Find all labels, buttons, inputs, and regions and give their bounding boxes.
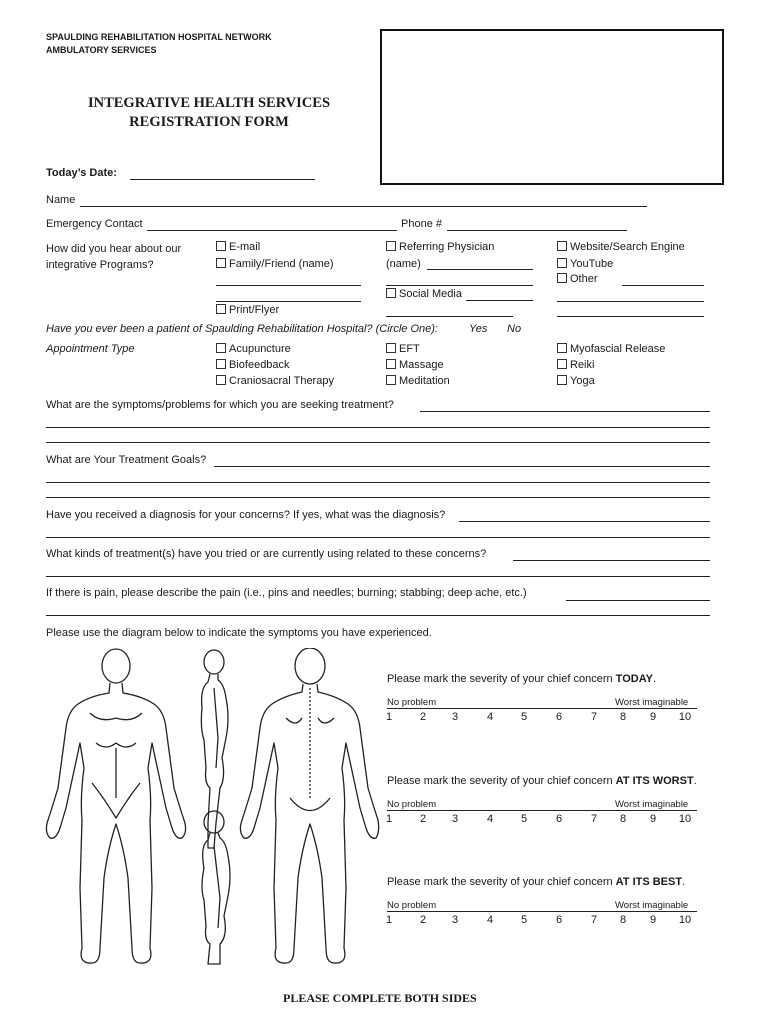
title-line-2: REGISTRATION FORM [129, 114, 289, 130]
goals-question: What are Your Treatment Goals? [46, 454, 207, 466]
name-label: Name [46, 194, 76, 206]
symptoms-line-1[interactable] [420, 411, 710, 412]
referral-physician-name-label: (name) [386, 258, 421, 270]
referral-youtube[interactable]: YouTube [557, 258, 613, 270]
todays-date-label: Today’s Date: [46, 167, 117, 179]
scale-number[interactable]: 4 [486, 914, 494, 926]
checkbox[interactable] [386, 241, 396, 251]
treatments-line-1[interactable] [513, 560, 710, 561]
severity-question-3: Please mark the severity of your chief concern AT ITS BEST. [387, 876, 686, 888]
scale-number[interactable]: 2 [419, 914, 427, 926]
checkbox[interactable] [557, 258, 567, 268]
scale-high-label: Worst imaginable [615, 900, 689, 911]
social-media-line-2[interactable] [386, 316, 513, 317]
symptoms-line-2[interactable] [46, 427, 710, 428]
scale-number[interactable]: 7 [590, 711, 598, 723]
title-line-1: INTEGRATIVE HEALTH SERVICES [87, 95, 331, 111]
front-body-figure[interactable] [46, 649, 185, 963]
scale-line [387, 810, 697, 811]
family-friend-line-2[interactable] [216, 301, 361, 302]
severity-emphasis: AT ITS WORST [615, 775, 694, 787]
diagnosis-line-1[interactable] [459, 521, 710, 522]
scale-number[interactable]: 4 [486, 711, 494, 723]
symptoms-question: What are the symptoms/problems for which you are seeking treatment? [46, 399, 394, 411]
checkbox[interactable] [216, 359, 226, 369]
checkbox[interactable] [386, 375, 396, 385]
scale-number[interactable]: 1 [385, 914, 393, 926]
diagnosis-question: Have you received a diagnosis for your concerns? If yes, what was the diagnosis? [46, 509, 446, 521]
checkbox[interactable] [557, 359, 567, 369]
checkbox[interactable] [216, 343, 226, 353]
patient-yes[interactable]: Yes [469, 323, 488, 335]
scale-line [387, 911, 697, 912]
label-box [380, 29, 724, 185]
appt-reiki[interactable]: Reiki [557, 359, 594, 371]
appt-meditation[interactable]: Meditation [386, 375, 450, 387]
severity-question-1: Please mark the severity of your chief concern TODAY. [387, 673, 657, 685]
appt-myofascial[interactable]: Myofascial Release [557, 343, 665, 355]
appt-acupuncture[interactable]: Acupuncture [216, 343, 291, 355]
scale-number[interactable]: 6 [555, 914, 563, 926]
checkbox[interactable] [386, 343, 396, 353]
checkbox[interactable] [557, 343, 567, 353]
scale-number[interactable]: 7 [590, 813, 598, 825]
referral-other[interactable]: Other [557, 273, 598, 285]
appt-eft[interactable]: EFT [386, 343, 420, 355]
severity-emphasis: TODAY [615, 673, 653, 685]
appt-massage[interactable]: Massage [386, 359, 444, 371]
severity-question-2: Please mark the severity of your chief concern AT ITS WORST. [387, 775, 697, 787]
treatments-line-2[interactable] [46, 576, 710, 577]
appointment-type-label: Appointment Type [46, 343, 135, 355]
family-friend-line-1[interactable] [216, 285, 361, 286]
severity-prefix: Please mark the severity of your chief concern [387, 775, 613, 787]
scale-number[interactable]: 2 [419, 813, 427, 825]
referral-family-friend[interactable]: Family/Friend (name) [216, 258, 334, 270]
scale-number[interactable]: 4 [486, 813, 494, 825]
scale-number[interactable]: 3 [451, 813, 459, 825]
scale-number[interactable]: 6 [555, 711, 563, 723]
checkbox[interactable] [216, 258, 226, 268]
scale-number[interactable]: 5 [520, 813, 528, 825]
scale-high-label: Worst imaginable [615, 697, 689, 708]
scale-number[interactable]: 3 [451, 914, 459, 926]
checkbox[interactable] [216, 241, 226, 251]
scale-number[interactable]: 9 [649, 813, 657, 825]
phone-line[interactable] [447, 230, 627, 231]
patient-no[interactable]: No [507, 323, 522, 335]
scale-number[interactable]: 10 [678, 711, 692, 723]
scale-number[interactable]: 9 [649, 914, 657, 926]
referral-print-flyer[interactable]: Print/Flyer [216, 304, 279, 316]
referral-question-line-2: integrative Programs? [46, 259, 154, 271]
checkbox[interactable] [557, 273, 567, 283]
org-name [46, 31, 272, 57]
scale-number[interactable]: 2 [419, 711, 427, 723]
scale-low-label: No problem [387, 900, 437, 911]
physician-name-line[interactable] [427, 269, 533, 270]
referral-referring-physician[interactable]: Referring Physician [386, 241, 494, 253]
diagram-instruction: Please use the diagram below to indicate the symptoms you have experienced. [46, 627, 432, 639]
scale-number[interactable]: 1 [385, 813, 393, 825]
pain-line-1[interactable] [566, 600, 710, 601]
referral-website[interactable]: Website/Search Engine [557, 241, 685, 253]
severity-emphasis: AT ITS BEST [615, 876, 683, 888]
scale-high-label: Worst imaginable [615, 799, 689, 810]
scale-number[interactable]: 7 [590, 914, 598, 926]
severity-prefix: Please mark the severity of your chief concern [387, 876, 613, 888]
other-line-3[interactable] [557, 316, 704, 317]
scale-number[interactable]: 8 [619, 711, 627, 723]
appt-yoga[interactable]: Yoga [557, 375, 595, 387]
emergency-contact-label: Emergency Contact [46, 218, 143, 230]
scale-low-label: No problem [387, 799, 437, 810]
referral-social-media[interactable]: Social Media [386, 288, 462, 300]
goals-line-1[interactable] [214, 466, 710, 467]
pain-question: If there is pain, please describe the pain (i.e., pins and needles; burning; stabbing; deep ache, etc.) [46, 587, 527, 599]
name-line[interactable] [80, 206, 647, 207]
patient-question: Have you ever been a patient of Spaulding Rehabilitation Hospital? (Circle One): [46, 323, 438, 335]
scale-number[interactable]: 8 [619, 914, 627, 926]
referral-question-line-1: How did you hear about our [46, 243, 182, 255]
checkbox[interactable] [216, 304, 226, 314]
physician-name-line-2[interactable] [386, 285, 533, 286]
scale-number[interactable]: 5 [520, 711, 528, 723]
scale-low-label: No problem [387, 697, 437, 708]
phone-label: Phone # [401, 218, 442, 230]
checkbox[interactable] [557, 375, 567, 385]
side-body-figure-bottom[interactable] [202, 811, 230, 964]
scale-number[interactable]: 9 [649, 711, 657, 723]
social-media-line[interactable] [466, 300, 533, 301]
scale-line [387, 708, 697, 709]
symptoms-line-3[interactable] [46, 442, 710, 443]
body-diagram[interactable] [40, 648, 380, 973]
footer-note: PLEASE COMPLETE BOTH SIDES [283, 991, 477, 1005]
pain-line-2[interactable] [46, 615, 710, 616]
goals-line-2[interactable] [46, 482, 710, 483]
scale-number[interactable]: 5 [520, 914, 528, 926]
scale-number[interactable]: 3 [451, 711, 459, 723]
checkbox[interactable] [386, 288, 396, 298]
scale-number[interactable]: 10 [678, 813, 692, 825]
org-line-1: SPAULDING REHABILITATION HOSPITAL NETWORK [46, 32, 272, 42]
other-line[interactable] [622, 285, 704, 286]
scale-number[interactable]: 1 [385, 711, 393, 723]
todays-date-line[interactable] [130, 179, 315, 180]
checkbox[interactable] [557, 241, 567, 251]
other-line-2[interactable] [557, 301, 704, 302]
org-line-2: AMBULATORY SERVICES [46, 45, 157, 55]
emergency-contact-line[interactable] [147, 230, 397, 231]
checkbox[interactable] [216, 375, 226, 385]
back-body-figure[interactable] [240, 648, 378, 963]
form-title [44, 94, 374, 132]
checkbox[interactable] [386, 359, 396, 369]
diagnosis-line-2[interactable] [46, 537, 710, 538]
scale-number[interactable]: 6 [555, 813, 563, 825]
scale-number[interactable]: 8 [619, 813, 627, 825]
goals-line-3[interactable] [46, 497, 710, 498]
treatments-question: What kinds of treatment(s) have you tried or are currently using related to these concerns? [46, 548, 487, 560]
appt-biofeedback[interactable]: Biofeedback [216, 359, 290, 371]
referral-question [46, 241, 181, 273]
referral-email[interactable]: E-mail [216, 241, 260, 253]
scale-number[interactable]: 10 [678, 914, 692, 926]
severity-prefix: Please mark the severity of your chief concern [387, 673, 613, 685]
appt-craniosacral[interactable]: Craniosacral Therapy [216, 375, 334, 387]
